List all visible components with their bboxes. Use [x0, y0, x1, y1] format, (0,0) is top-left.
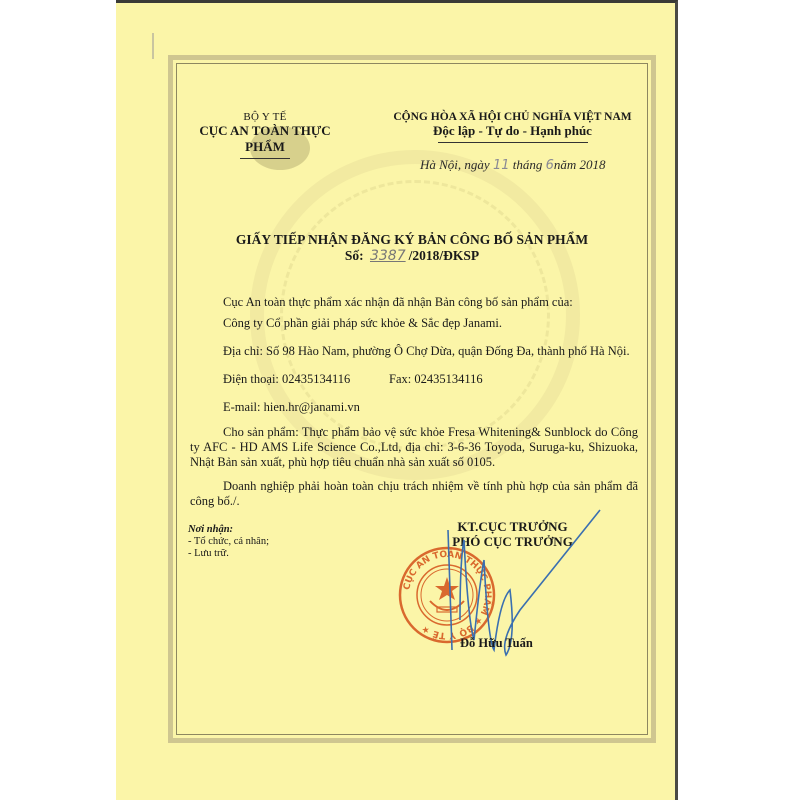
- handwritten-number: 3387: [369, 248, 406, 264]
- product-statement: Cho sản phẩm: Thực phẩm bảo vệ sức khỏe Fresa Whitening& Sunblock do Công ty AFC - HD AMS Life Science Co.,Ltd, địa chỉ: 3-6-36 Toyoda, Suruga-ku, Shizuoka, Nhật Bản sản xuất, phù hợp tiêu chuẩn nhà sản xuất số 0105.: [190, 425, 638, 469]
- date-day: 11: [492, 158, 510, 173]
- recipient-item: - Tổ chức, cá nhân;: [188, 536, 270, 547]
- document-number: [176, 248, 648, 264]
- issue-date: [420, 157, 606, 173]
- recipients-block: [188, 524, 269, 560]
- date-month-label: tháng: [512, 157, 543, 172]
- signatory-title-line2: PHÓ CỤC TRƯỞNG: [452, 534, 573, 549]
- motto-underline: [438, 142, 588, 143]
- number-label: Số:: [344, 248, 364, 263]
- svg-text:CỤC AN TOÀN THỰC PHẨM ★ BỘ Y T: CỤC AN TOÀN THỰC PHẨM ★ BỘ Y TẾ ★: [402, 549, 493, 641]
- responsibility-statement: Doanh nghiệp phải hoàn toàn chịu trách nhiệm về tính phù hợp của sản phẩm đã công bố./.: [190, 479, 638, 508]
- number-suffix: /2018/ĐKSP: [408, 248, 480, 263]
- signatory-name: Đỗ Hữu Tuấn: [460, 636, 533, 650]
- national-motto: Độc lập - Tự do - Hạnh phúc: [433, 123, 592, 138]
- document-title: GIẤY TIẾP NHẬN ĐĂNG KÝ BẢN CÔNG BỐ SẢN PHẨM: [235, 232, 589, 247]
- company-address: Địa chỉ: Số 98 Hào Nam, phường Ô Chợ Dừa, quận Đống Đa, thành phố Hà Nội.: [223, 344, 630, 358]
- country-name: CỘNG HÒA XÃ HỘI CHỦ NGHĨA VIỆT NAM: [393, 111, 632, 123]
- recipient-item: - Lưu trữ.: [188, 548, 229, 559]
- company-name: Công ty Cổ phần giải pháp sức khỏe & Sắc đẹp Janami.: [223, 316, 502, 330]
- company-email: E-mail: hien.hr@janami.vn: [223, 400, 360, 414]
- recipients-heading: Nơi nhận:: [188, 524, 234, 535]
- intro-text: Cục An toàn thực phẩm xác nhận đã nhận Bản công bố sản phẩm của:: [223, 295, 573, 309]
- date-month: 6: [545, 158, 554, 173]
- national-header: [380, 111, 645, 143]
- agency-name: CỤC AN TOÀN THỰC PHẨM: [199, 123, 331, 154]
- signatory-title-line1: KT.CỤC TRƯỞNG: [457, 519, 568, 534]
- ministry-name: BỘ Y TẾ: [243, 111, 287, 123]
- date-year: năm 2018: [553, 157, 606, 172]
- date-prefix: Hà Nội, ngày: [420, 157, 490, 172]
- company-fax: Fax: 02435134116: [389, 372, 483, 386]
- header-underline: [240, 158, 290, 159]
- company-phone: Điện thoại: 02435134116: [223, 372, 351, 386]
- issuer-header: [190, 111, 340, 159]
- punch-mark: [152, 33, 154, 59]
